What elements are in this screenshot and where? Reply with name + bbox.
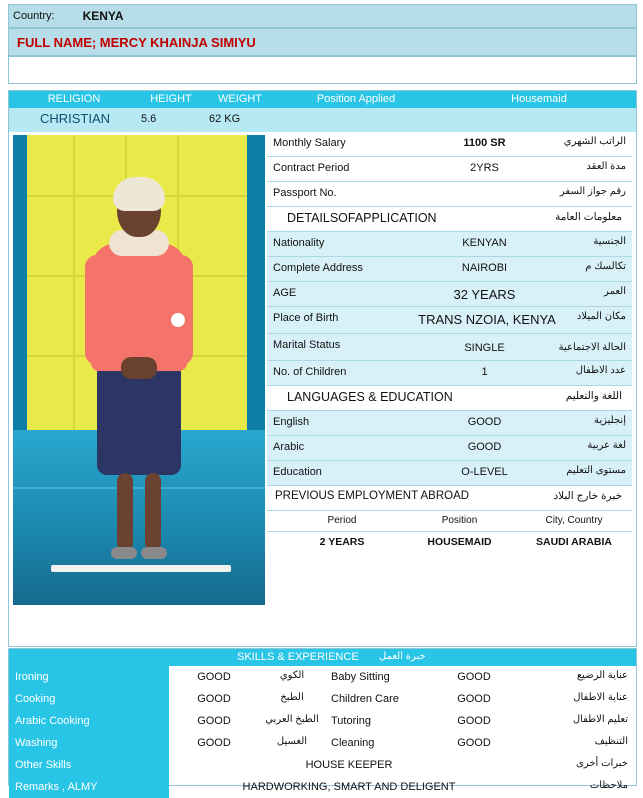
label-age: AGE (273, 287, 297, 299)
skills-header (9, 649, 636, 666)
value-complete-address: NAIROBI (461, 262, 508, 274)
basic-info-row (9, 108, 636, 132)
person-hands (121, 357, 157, 379)
person-skirt (97, 367, 181, 475)
section-languages-education (267, 386, 632, 411)
label-cleaning: Cleaning (331, 737, 375, 749)
section-arabic-details: معلومات العامة (555, 211, 622, 223)
country-bar (8, 4, 637, 28)
row-education (267, 461, 632, 486)
value-nationality: KENYAN (462, 237, 507, 249)
arabic-arabic: لغة عربية (587, 440, 626, 451)
value-english: GOOD (467, 416, 502, 428)
country-label: Country: (13, 10, 55, 22)
skill-row-cooking (9, 688, 636, 710)
label-washing: Washing (15, 737, 58, 749)
skills-panel (8, 648, 637, 793)
header-position-applied: Position Applied (316, 93, 396, 105)
row-complete-address (267, 257, 632, 282)
skill-row-other-skills (9, 754, 636, 776)
label-monthly-salary: Monthly Salary (273, 137, 346, 149)
value-position: HOUSEMAID (427, 536, 492, 548)
country-value: KENYA (82, 9, 124, 23)
previous-employment-header (267, 511, 632, 532)
arabic-no-of-children: عدد الاطفال (575, 365, 626, 376)
arabic-education: مستوى التعليم (566, 465, 626, 476)
arabic-passport-no: رقم جواز السفر (559, 186, 626, 197)
column-position: Position (441, 515, 478, 526)
label-cooking: Cooking (15, 693, 56, 705)
section-title-details: DETAILSOFAPPLICATION (287, 211, 437, 225)
skills-title-arabic: خبرة العمل (379, 651, 426, 662)
row-marital-status (267, 334, 632, 361)
arabic-place-of-birth: مكان الميلاد (576, 311, 626, 322)
person-torso (91, 243, 187, 371)
label-place-of-birth: Place of Birth (273, 312, 339, 324)
value-cleaning: GOOD (457, 737, 491, 749)
label-education: Education (273, 466, 322, 478)
arabic-children-care: عناية الاطفال (573, 692, 628, 703)
arabic-cooking: الطبخ (280, 692, 304, 703)
row-no-of-children (267, 361, 632, 386)
label-baby-sitting: Baby Sitting (331, 671, 390, 683)
label-arabic: Arabic (273, 441, 305, 453)
label-arabic-cooking: Arabic Cooking (15, 715, 90, 727)
value-place-of-birth: TRANS NZOIA, KENYA (418, 312, 556, 327)
person-leg-left (117, 473, 133, 551)
person-headwrap (113, 177, 165, 211)
row-nationality (267, 232, 632, 257)
section-title-languages: LANGUAGES & EDUCATION (287, 390, 453, 404)
arabic-contract-period: مدة العقد (586, 161, 626, 172)
value-no-of-children: 1 (481, 366, 488, 378)
full-name-text: FULL NAME; MERCY KHAINJA SIMIYU (17, 34, 256, 50)
arabic-tutoring: تعليم الاطفال (572, 714, 628, 725)
row-english (267, 411, 632, 436)
row-age (267, 282, 632, 307)
value-ironing: GOOD (197, 671, 231, 683)
column-city-country: City, Country (545, 515, 603, 526)
arabic-washing: الغسيل (276, 736, 308, 747)
section-arabic-previous: خبرة خارج البلاد (553, 490, 622, 502)
full-name-bar (8, 28, 637, 56)
section-title-previous: PREVIOUS EMPLOYMENT ABROAD (275, 490, 470, 502)
value-remarks: HARDWORKING, SMART AND DELIGENT (242, 781, 456, 793)
arabic-complete-address: تكالسك م (585, 261, 626, 272)
value-baby-sitting: GOOD (457, 671, 491, 683)
arabic-monthly-salary: الراتب الشهري (563, 136, 626, 147)
applicant-photo (13, 135, 265, 605)
header-position-value: Housemaid (511, 93, 567, 105)
label-passport-no: Passport No. (273, 187, 337, 199)
main-panel (8, 90, 637, 647)
arabic-marital-status: الحالة الاجتماعية (558, 342, 626, 353)
label-english: English (273, 416, 310, 428)
header-weight: WEIGHT (218, 93, 262, 105)
header-height: HEIGHT (150, 93, 192, 105)
table-header-strip (9, 91, 636, 108)
arabic-age: العمر (604, 286, 626, 297)
label-remarks: Remarks , ALMY (15, 781, 98, 793)
label-ironing: Ironing (15, 671, 49, 683)
arabic-english: إنجليزية (593, 415, 626, 426)
skill-row-washing (9, 732, 636, 754)
skill-row-remarks (9, 776, 636, 798)
value-washing: GOOD (197, 737, 231, 749)
arabic-arabic-cooking: الطبخ العربي (265, 714, 319, 725)
skills-title: SKILLS & EXPERIENCE (237, 651, 359, 663)
arabic-nationality: الجنسية (593, 236, 626, 247)
value-contract-period: 2YRS (470, 162, 499, 174)
value-tutoring: GOOD (457, 715, 491, 727)
column-period: Period (327, 515, 357, 526)
row-contract-period (267, 157, 632, 182)
arabic-cleaning: التنظيف (594, 736, 628, 747)
section-details-of-application (267, 207, 632, 232)
skill-row-arabic-cooking (9, 710, 636, 732)
value-arabic-cooking: GOOD (197, 715, 231, 727)
value-period: 2 YEARS (319, 536, 365, 548)
blank-row (8, 56, 637, 84)
label-marital-status: Marital Status (273, 339, 341, 351)
section-previous-employment (267, 486, 632, 511)
row-arabic (267, 436, 632, 461)
row-passport-no (267, 182, 632, 207)
value-education: O-LEVEL (461, 466, 508, 478)
arabic-ironing: الكوي (279, 670, 305, 681)
previous-employment-row (267, 532, 632, 554)
value-other-skills: HOUSE KEEPER (305, 759, 393, 771)
label-no-of-children: No. of Children (273, 366, 347, 378)
skill-row-ironing (9, 666, 636, 688)
person-shoe-left (111, 547, 137, 559)
value-age: 32 YEARS (453, 287, 516, 302)
label-tutoring: Tutoring (331, 715, 371, 727)
label-complete-address: Complete Address (273, 262, 363, 274)
person-shoe-right (141, 547, 167, 559)
height-value: 5.6 (141, 113, 157, 125)
religion-value: CHRISTIAN (39, 111, 111, 126)
value-city-country: SAUDI ARABIA (535, 536, 613, 548)
label-other-skills: Other Skills (15, 759, 72, 771)
label-children-care: Children Care (331, 693, 399, 705)
value-cooking: GOOD (197, 693, 231, 705)
wall-grid-line (73, 135, 75, 430)
photo-white-strip (51, 565, 231, 572)
person-leg-right (145, 473, 161, 551)
label-nationality: Nationality (273, 237, 325, 249)
person-badge (171, 313, 185, 327)
value-marital-status: SINGLE (464, 342, 505, 354)
row-monthly-salary (267, 132, 632, 157)
value-monthly-salary: 1100 SR (463, 137, 506, 149)
details-column (267, 132, 632, 554)
photo-floor-line (13, 487, 265, 489)
weight-value: 62 KG (209, 113, 241, 125)
value-children-care: GOOD (457, 693, 491, 705)
arabic-remarks: ملاحظات (589, 780, 628, 791)
header-religion: RELIGION (47, 93, 101, 105)
row-place-of-birth (267, 307, 632, 334)
value-arabic: GOOD (467, 441, 502, 453)
label-contract-period: Contract Period (273, 162, 350, 174)
arabic-other-skills: خبرات أخرى (576, 758, 628, 769)
section-arabic-languages: اللغة والتعليم (565, 390, 622, 402)
arabic-baby-sitting: عناية الرضيع (576, 670, 628, 681)
